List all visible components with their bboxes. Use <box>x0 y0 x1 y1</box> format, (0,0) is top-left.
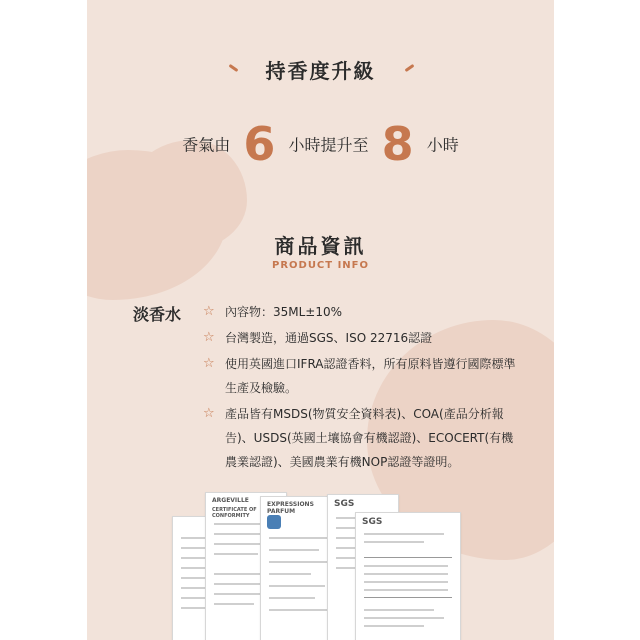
product-name: 淡香水 <box>133 305 182 324</box>
star-icon: ☆ <box>203 304 215 319</box>
page-title: 持香度升級 <box>265 59 376 83</box>
info-subtitle: PRODUCT INFO <box>271 260 369 271</box>
certificate-document <box>355 512 461 640</box>
star-icon: ☆ <box>203 330 215 345</box>
company-logo-icon <box>267 515 281 529</box>
list-item-text: 台灣製造，通過SGS、ISO 22716認證 <box>225 331 433 345</box>
document-label: ARGEVILLE <box>212 497 249 504</box>
hours-from: 6 <box>243 117 276 171</box>
document-label: EXPRESSIONS PARFUM <box>267 501 314 515</box>
product-details-list <box>203 300 523 476</box>
list-item <box>203 326 523 350</box>
document-label: SGS <box>362 517 383 527</box>
star-icon: ☆ <box>203 406 215 421</box>
list-item <box>203 300 523 324</box>
list-item-text: 產品皆有MSDS(物質安全資料表)、COA(產品分析報告)、USDS(英國土壤協會有機認證)、ECOCERT(有機農業認證)、美國農業有機NOP認證等證明。 <box>225 407 514 469</box>
hours-banner <box>87 117 554 171</box>
document-label: CERTIFICATE OF CONFORMITY <box>212 507 257 519</box>
star-icon: ☆ <box>203 356 215 371</box>
hours-suffix: 小時 <box>426 135 459 155</box>
hours-to: 8 <box>381 117 414 171</box>
header <box>87 55 554 84</box>
poster <box>87 0 554 640</box>
hours-prefix: 香氣由 <box>182 135 231 155</box>
list-item-text: 使用英國進口IFRA認證香料，所有原料皆遵行國際標準生產及檢驗。 <box>225 357 516 395</box>
list-item <box>203 402 523 474</box>
certificate-documents <box>87 488 554 640</box>
info-title: 商品資訊 <box>274 234 367 258</box>
hours-middle: 小時提升至 <box>288 135 369 155</box>
list-item-text: 內容物：35ML±10% <box>225 305 343 319</box>
document-label: SGS <box>334 499 355 509</box>
list-item <box>203 352 523 400</box>
